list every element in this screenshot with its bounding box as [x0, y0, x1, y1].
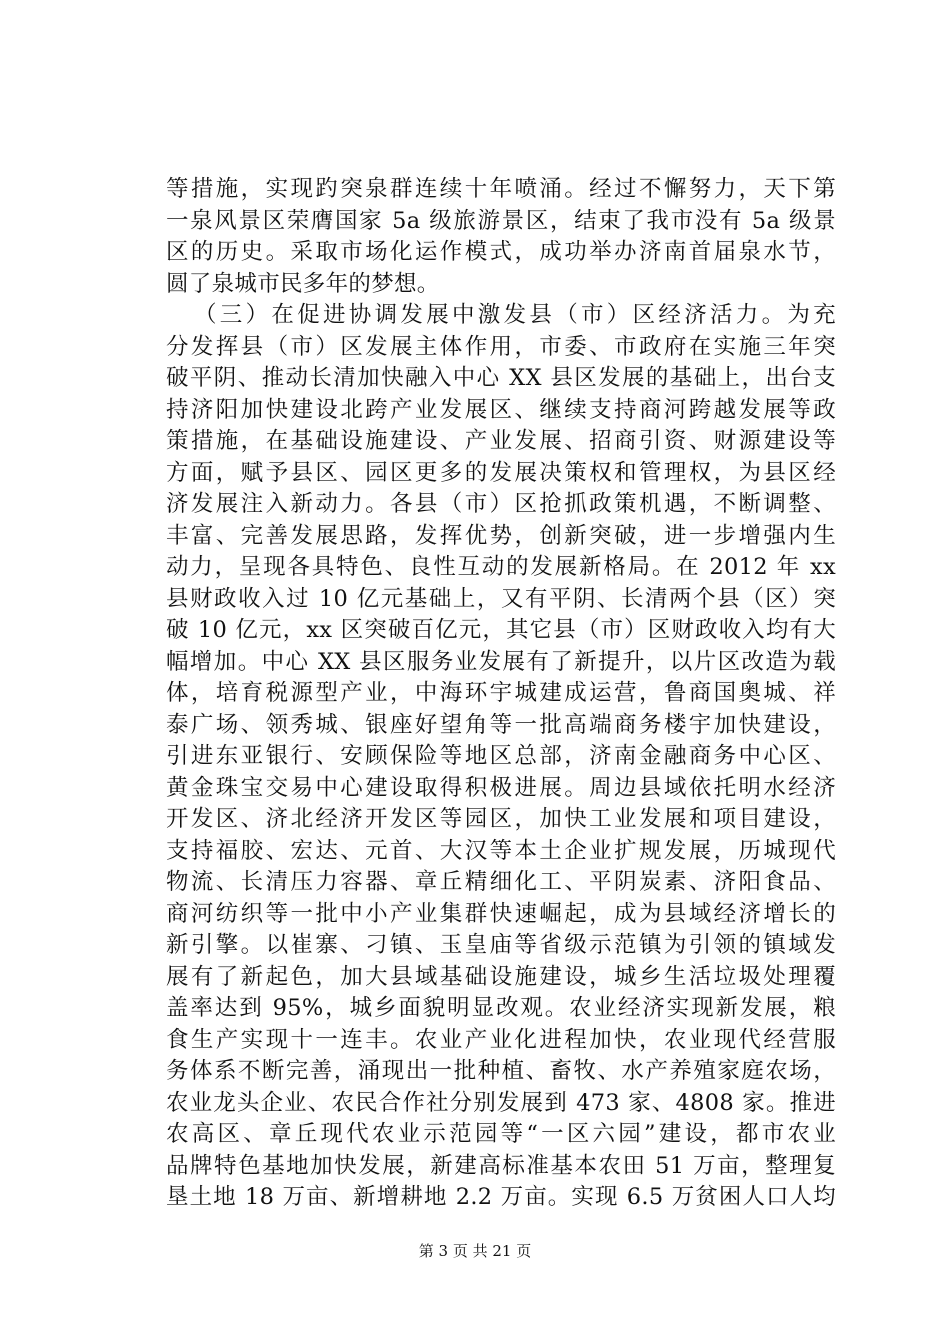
- text-line: 圆了泉城市民多年的梦想。: [166, 270, 440, 297]
- text-line: 展有了新起色，加大县域基础设施建设，城乡生活垃圾处理覆: [166, 963, 836, 990]
- text-line: 体，培育税源型产业，中海环宇城建成运营，鲁商国奥城、祥: [166, 680, 836, 706]
- text-line: 新引擎。以崔寨、刁镇、玉皇庙等省级示范镇为引领的镇域发: [166, 932, 836, 958]
- text-line: 一泉风景区荣膺国家 5a 级旅游景区，结束了我市没有 5a 级景: [166, 207, 836, 234]
- text-line: 食生产实现十一连丰。农业产业化进程加快，农业现代经营服: [166, 1026, 836, 1053]
- text-line: 农业龙头企业、农民合作社分别发展到 473 家、4808 家。推进: [166, 1089, 836, 1116]
- text-line: 持济阳加快建设北跨产业发展区、继续支持商河跨越发展等政: [166, 396, 836, 423]
- text-line: 商河纺织等一批中小产业集群快速崛起，成为县域经济增长的: [166, 900, 836, 927]
- text-line: 务体系不断完善，涌现出一批种植、畜牧、水产养殖家庭农场，: [166, 1058, 836, 1084]
- paragraph-start-line: （三）在促进协调发展中激发县（市）区经济活力。为充: [194, 302, 836, 328]
- text-line: 区的历史。采取市场化运作模式，成功举办济南首届泉水节，: [166, 239, 836, 265]
- text-line: 破 10 亿元，xx 区突破百亿元，其它县（市）区财政收入均有大: [166, 617, 836, 643]
- text-line: 开发区、济北经济开发区等园区，加快工业发展和项目建设，: [166, 806, 836, 832]
- body-text: [166, 174, 836, 1214]
- page-number-footer: 第 3 页 共 21 页: [418, 1242, 532, 1260]
- text-line: 动力，呈现各具特色、良性互动的发展新格局。在 2012 年 xx: [166, 554, 836, 580]
- text-line: 策措施，在基础设施建设、产业发展、招商引资、财源建设等: [166, 428, 836, 454]
- text-line: 济发展注入新动力。各县（市）区抢抓政策机遇，不断调整、: [166, 491, 836, 517]
- text-line: 分发挥县（市）区发展主体作用，市委、市政府在实施三年突: [166, 333, 836, 360]
- text-line: 物流、长清压力容器、章丘精细化工、平阴炭素、济阳食品、: [166, 869, 836, 895]
- text-line: 品牌特色基地加快发展，新建高标准基本农田 51 万亩，整理复: [166, 1152, 836, 1179]
- text-line: 破平阴、推动长清加快融入中心 XX 县区发展的基础上，出台支: [166, 365, 836, 391]
- text-line: 垦土地 18 万亩、新增耕地 2.2 万亩。实现 6.5 万贫困人口人均: [166, 1184, 836, 1210]
- text-line: 方面，赋予县区、园区更多的发展决策权和管理权，为县区经: [166, 459, 836, 486]
- text-line: 农高区、章丘现代农业示范园等“一区六园”建设，都市农业: [166, 1121, 836, 1147]
- text-line: 等措施，实现趵突泉群连续十年喷涌。经过不懈努力，天下第: [166, 176, 836, 202]
- text-line: 县财政收入过 10 亿元基础上，又有平阴、长清两个县（区）突: [166, 585, 836, 612]
- text-line: 支持福胶、宏达、元首、大汉等本土企业扩规发展，历城现代: [166, 837, 836, 864]
- text-line: 幅增加。中心 XX 县区服务业发展有了新提升，以片区改造为载: [166, 648, 836, 675]
- text-line: 丰富、完善发展思路，发挥优势，创新突破，进一步增强内生: [166, 522, 836, 549]
- text-line: 引进东亚银行、安顾保险等地区总部，济南金融商务中心区、: [166, 743, 836, 769]
- text-line: 泰广场、领秀城、银座好望角等一批高端商务楼宇加快建设，: [166, 711, 836, 738]
- text-line: 黄金珠宝交易中心建设取得积极进展。周边县域依托明水经济: [166, 774, 836, 801]
- text-line: 盖率达到 95%，城乡面貌明显改观。农业经济实现新发展，粮: [166, 995, 836, 1021]
